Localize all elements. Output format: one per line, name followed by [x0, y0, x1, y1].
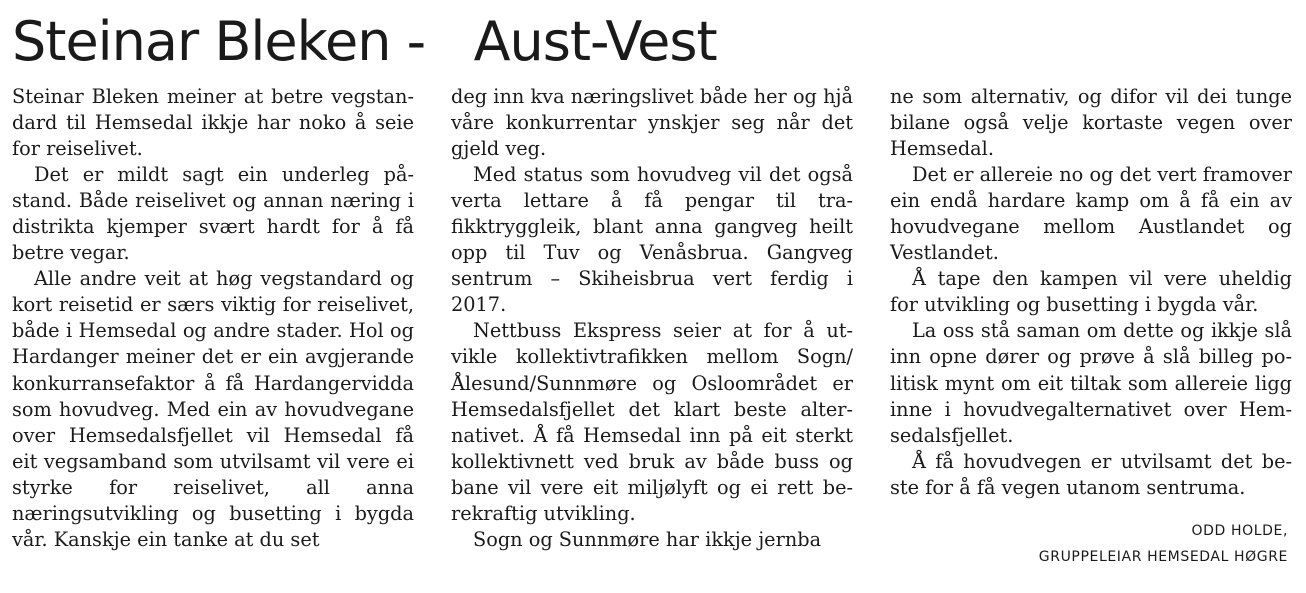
author-name: ODD HOLDE, — [1191, 523, 1288, 539]
article-paragraph-3: Alle andre veit at høg vegstandard og kort reisetid er særs viktig for reiselivet, både i Hemsedal og andre stader. Hol og Hardanger meiner det er ein avgjerande konkurransefaktor å få Hardangervidda som hovudveg. Med ein av hovudvegane over Hemsedalsfjellet vil Hemsedal få eit vegsamband som utvilsamt vil vere ei styrke for reiselivet, all anna næringsutvikling og busetting i bygda vår. Kanskje ein tanke at du set — [12, 267, 414, 551]
article-paragraph-3-continued: deg inn kva næringslivet både her og hjå våre konkurrentar ynskjer seg når det gjeld veg. — [451, 85, 853, 161]
article-paragraph-6-continued: ne som alternativ, og difor vil dei tunge bilane også velje kortaste vegen over Hemsedal. — [890, 85, 1292, 161]
headline: Steinar Bleken - Aust-Vest — [12, 10, 717, 73]
article-paragraph-10: Å få hovudvegen er utvilsamt det beste for å få vegen utanom sentruma. — [890, 449, 1292, 499]
article-column-1 — [12, 84, 414, 553]
article-paragraph-9: La oss stå saman om dette og ikkje slå inn opne dører og prøve å slå billeg politisk mynt om eit tiltak som allereie ligg inne i hovudvegalternativet over Hemsedalsfjellet. — [890, 319, 1292, 447]
article-paragraph-4: Med status som hovudveg vil det også verta lettare å få pengar til trafikktryggleik, blant anna gangveg heilt opp til Tuv og Venåsbrua. Gangveg sentrum – Skiheisbrua vert ferdig i 2017. — [451, 163, 853, 317]
article-paragraph-5: Nettbuss Ekspress seier at for å utvikle kollektivtrafikken mellom Sogn/ Ålesund/Sunnmøre og Osloområdet er Hemsedalsfjellet det klart beste alternativet. Å få Hemsedal inn på eit sterkt kollektivnett ved bruk av både buss og bane vil vere eit miljølyft og ei rett berekraftig utvikling. — [451, 319, 853, 525]
article-paragraph-1: Steinar Bleken meiner at betre vegstandard til Hemsedal ikkje har noko å seie for reiselivet. — [12, 85, 414, 161]
article-paragraph-2: Det er mildt sagt ein underleg påstand. Både reiselivet og annan næring i distrikta kjemper svært hardt for å få betre vegar. — [12, 163, 414, 265]
article-paragraph-6: Sogn og Sunnmøre har ikkje jernba — [473, 527, 822, 551]
article-column-2 — [451, 84, 853, 553]
author-title: GRUPPELEIAR HEMSEDAL HØGRE — [1038, 549, 1288, 565]
article-paragraph-7: Det er allereie no og det vert framover ein endå hardare kamp om å få ein av hovudvegane mellom Austlandet og Vestlandet. — [890, 163, 1292, 265]
article-paragraph-8: Å tape den kampen vil vere uheldig for utvikling og busetting i bygda vår. — [890, 267, 1292, 317]
article-column-3 — [890, 84, 1292, 501]
signature — [1039, 518, 1288, 570]
